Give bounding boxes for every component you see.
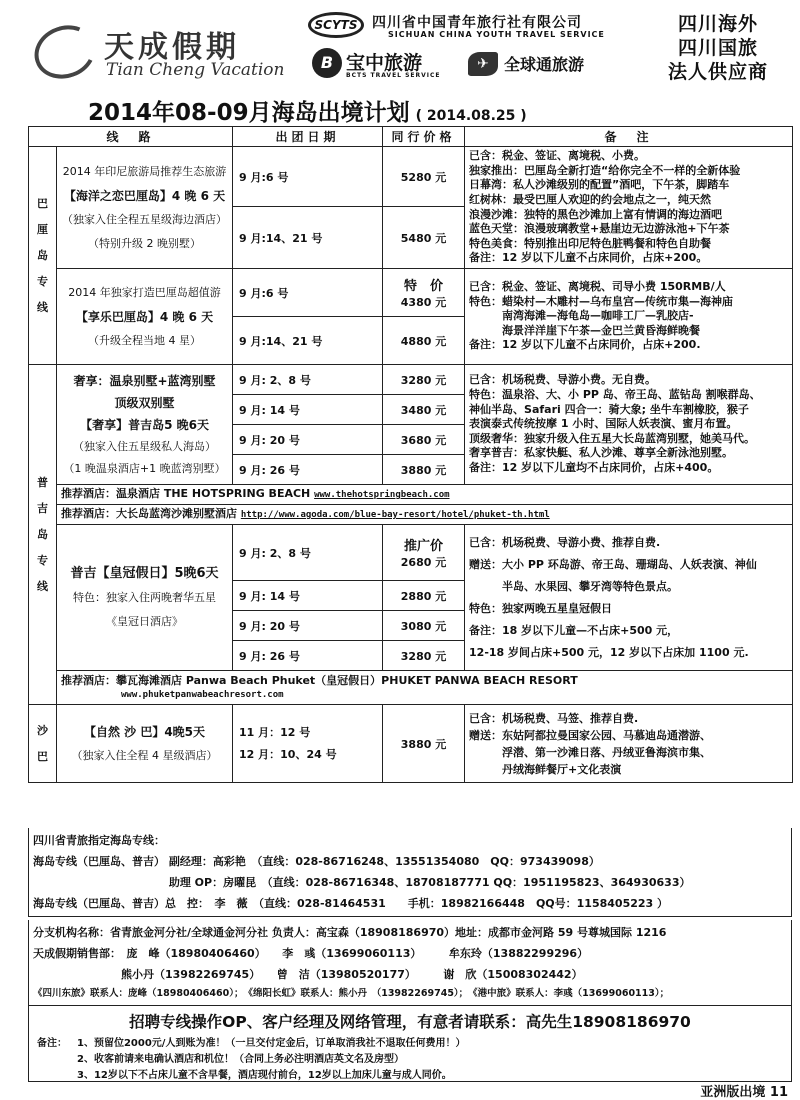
note-line: 赠送：东姑阿都拉曼国家公园、马慕迪岛通潜游、 [469,728,712,742]
route-line: 《皇冠日酒店》 [106,614,183,628]
price: 3280 元 [383,365,465,395]
notes-sabah [465,705,793,783]
departure-date: 9 月: 20 号 [233,611,383,641]
island-contacts [28,828,792,917]
bczl-name-en: BCTS TRAVEL SERVICE [346,72,441,79]
region-char: 沙 [37,723,48,737]
departure-date: 9 月:14、21 号 [233,207,383,269]
note-line: 已含：税金、签证、离境税、司导小费 150RMB/人 [469,280,726,294]
plane-icon: ✈ [468,52,498,76]
price [383,525,465,581]
price-value: 2680 元 [400,556,447,569]
note-line: 12-18 岁间占床+500 元，12 岁以下占床加 1100 元. [469,645,749,659]
contact-row: 海岛专线（巴厘岛、普吉）总 控： 李 薇 （直线：028-81464531 手机：18982166448 QQ号：1158405223 ） [33,897,669,910]
supplier-line: 法人供应商 [667,61,768,83]
recommended-hotel [57,485,793,505]
route-name: 【海洋之恋巴厘岛】4 晚 6 天 [63,188,226,203]
bczl-logo [312,48,462,84]
scyts-name-cn: 四川省中国青年旅行社有限公司 [372,15,582,31]
region-char: 专 [37,553,48,567]
plan-table [28,126,793,783]
remark-item: 3、12岁以下不占床儿童不含早餐，酒店现付前台，12岁以上加床儿童与成人同价。 [77,1070,452,1081]
note-line: 备注：18 岁以下儿童—不占床+500 元， [469,623,679,637]
route-line: （独家入住五星级私人海岛） [73,439,216,453]
region-bali [29,147,57,365]
departure-date: 9 月:14、21 号 [233,317,383,365]
scyts-badge-icon: SCYTS [308,12,364,38]
page-title [88,94,648,127]
date-line: 11 月：12 号 [239,725,311,739]
price: 3880 元 [383,705,465,783]
note-line: 特色美食：特别推出印尼特色脏鸭餐和特色自助餐 [469,236,712,250]
route-name: 【享乐巴厘岛】4 晚 6 天 [75,309,214,324]
table-row [29,269,793,317]
note-line: 特色：温泉浴、大、小 PP 岛、帝王岛、蓝钻岛 割喉群岛、 [469,388,761,402]
region-sabah [29,705,57,783]
remarks-label: 备注： [37,1038,67,1049]
note-line: 浪漫沙滩：独特的黑色沙滩加上富有情调的海边酒吧 [469,207,723,221]
title-date: ( 2014.08.25 ) [415,108,527,124]
departure-date: 9 月: 20 号 [233,425,383,455]
remark-item: 1、预留位2000元/人到账为准！（一旦交付定金后，订单取消我社不退取任何费用！） [77,1038,466,1049]
departure-date: 9 月: 26 号 [233,641,383,671]
route-sabah [57,705,233,783]
route-line: （独家入住全程五星级海边酒店） [62,212,227,226]
recruit-banner: 招聘专线操作OP、客户经理及网络管理，有意者请联系：高先生18908186970 [28,1006,792,1034]
price: 5480 元 [383,207,465,269]
col-header-price: 同行价格 [383,127,465,147]
region-char: 专 [37,274,48,288]
departure-date: 9 月:6 号 [233,147,383,207]
notes-phuket-luxury [465,365,793,485]
supplier-label [644,12,792,84]
route-phuket-luxury [57,365,233,485]
sales-row: 天成假期销售部： 庞 峰（18980406460） 李 彧（13699060113） 牟东玲（13882299296） [33,947,589,960]
note-line: 备注：12 岁以下儿童不占床同价，占床+200。 [469,251,708,265]
departure-date: 9 月: 2、8 号 [233,365,383,395]
route-line: 顶级双别墅 [114,395,175,410]
region-char: 厘 [37,222,48,236]
price: 3280 元 [383,641,465,671]
route-line: 2014 年印尼旅游局推荐生态旅游 [62,164,227,178]
table-row [29,365,793,395]
brand-en: Tian Cheng Vacation [106,60,285,80]
partner-contacts: 《四川东旅》联系人：庞峰（18980406460）； 《绵阳长虹》联系人：熊小丹 （13982269745）； 《港中旅》联系人：李彧（13699060113）； [33,988,670,999]
contact-row: 助理 OP：房曜昆 （直线：028-86716348、18708187771 QQ：1951195823、364930633） [33,876,691,889]
route-bali-ocean [57,147,233,269]
tiancheng-emblem-icon [27,17,103,87]
note-line: 浮潜、第一沙滩日落、丹绒亚鲁海滨市集、 [469,745,712,759]
note-line: 已含：机场税费、导游小费、推荐自费. [469,535,661,549]
region-phuket [29,365,57,705]
region-char: 吉 [37,501,48,515]
route-line: 奢享：温泉别墅+蓝湾别墅 [73,373,216,388]
table-row [29,525,793,581]
region-char: 线 [37,300,48,314]
route-phuket-crowne [57,525,233,671]
route-name: 【奢享】普吉岛5 晚6天 [80,417,209,432]
note-line: 已含：机场税费、导游小费。无自费。 [469,373,657,387]
price: 4880 元 [383,317,465,365]
note-line: 顶级奢华：独家升级入住五星大长岛蓝湾别墅，她美马代。 [469,431,756,445]
scyts-name-en: SICHUAN CHINA YOUTH TRAVEL SERVICE [388,30,605,39]
bczl-name-cn: 宝中旅游 [346,52,423,74]
recommended-hotel [57,505,793,525]
note-line: 独家推出：巴厘岛全新打造“给你完全不一样的全新体验 [469,163,741,177]
contacts-heading: 四川省青旅指定海岛专线： [33,834,165,847]
notes-bali-enjoy [465,269,793,365]
price: 2880 元 [383,581,465,611]
note-line: 丹绒海鲜餐厅+文化表演 [469,762,622,776]
route-name: 【自然 沙 巴】4晚5天 [83,724,206,739]
header [28,8,792,90]
notes-bali-ocean [465,147,793,269]
hotel-label: 推荐酒店：温泉酒店 THE HOTSPRING BEACH [61,487,315,500]
promo-price-label: 推广价 [404,539,444,554]
contact-row: 海岛专线（巴厘岛、普吉） 副经理：高彩艳 （直线：028-86716248、13551354080 QQ：973439098） [33,855,600,868]
sales-row: 熊小丹（13982269745） 曾 洁（13980520177） 谢 欣（15008302442） [33,968,583,981]
page-footer: 亚洲版出境 11 [700,1085,788,1100]
region-char: 普 [37,475,48,489]
branch-row: 分支机构名称：省青旅金河分社/全球通金河分社 负责人：高宝森（18908186970）地址：成都市金河路 59 号尊城国际 1216 [33,926,667,939]
note-line: 特色：蜡染村—木雕村—乌布皇宫—传统市集—海神庙 [469,294,734,308]
title-text: 2014年08-09月海岛出境计划 [88,100,410,126]
brand-cn: 天成假期 [104,30,240,65]
note-line: 海景洋洋崖下午茶—金巴兰黄昏海鲜晚餐 [469,323,701,337]
region-char: 巴 [37,749,48,763]
note-line: 备注：12 岁以下儿童不占床同价，占床+200. [469,338,701,352]
route-line: （升级全程当地 4 星） [88,333,201,347]
table-row [29,485,793,505]
note-line: 已含：机场税费、马签、推荐自费. [469,711,639,725]
note-line: 表演泰式传统按摩 1 小时、国际人妖表演、蜜月布置。 [469,417,738,431]
table-header-row [29,127,793,147]
remarks [28,1034,792,1082]
route-line: （特别升级 2 晚别墅） [88,236,201,250]
table-row [29,147,793,207]
departure-date: 9 月:6 号 [233,269,383,317]
bczl-icon: B [312,48,342,78]
route-line: 2014 年独家打造巴厘岛超值游 [68,285,221,299]
qqt-logo [468,48,628,84]
departure-date: 9 月: 14 号 [233,581,383,611]
price [383,269,465,317]
hotel-link[interactable]: www.thehotspringbeach.com [314,490,450,500]
region-char: 巴 [37,196,48,210]
branch-info [28,920,792,1006]
tiancheng-logo [34,22,304,84]
note-line: 南湾海滩—海龟岛—咖啡工厂—乳胶店- [469,309,694,323]
region-char: 岛 [37,527,48,541]
remark-item: 2、收客前请来电确认酒店和机位！（合同上务必注明酒店英文名及房型） [77,1054,404,1065]
qqt-name-cn: 全球通旅游 [504,55,585,74]
route-bali-enjoy [57,269,233,365]
note-line: 红树林：最受巴厘人欢迎的约会地点之一，纯天然 [469,192,712,206]
departure-date: 9 月: 14 号 [233,395,383,425]
col-header-notes: 备 注 [465,127,793,147]
departure-date: 9 月: 2、8 号 [233,525,383,581]
note-line: 已含：税金、签证、离境税、小费。 [469,149,646,163]
departure-date: 9 月: 26 号 [233,455,383,485]
price: 3480 元 [383,395,465,425]
supplier-line: 四川海外 [677,13,758,35]
route-line: （1 晚温泉酒店+1 晚蓝湾别墅） [63,461,226,475]
note-line: 蓝色天堂：浪漫玻璃教堂+悬崖边无边游泳池+下午茶 [469,222,730,236]
note-line: 日幕湾：私人沙滩级别的配置”酒吧，下午茶，脚踏车 [469,178,730,192]
note-line: 赠送：大小 PP 环岛游、帝王岛、珊瑚岛、人妖表演、神仙 [469,557,757,571]
note-line: 奢享普吉：私家快艇、私人沙滩、尊享全新泳池别墅。 [469,446,734,460]
table-row [29,671,793,705]
region-char: 线 [37,579,48,593]
table-row [29,505,793,525]
col-header-route: 线 路 [29,127,233,147]
date-line: 12 月：10、24 号 [239,747,337,761]
price-value: 4380 元 [400,296,447,309]
note-line: 备注：12 岁以下儿童均不占床同价，占床+400。 [469,460,719,474]
route-line: 特色：独家入住两晚奢华五星 [73,590,216,604]
note-line: 神仙半岛、Safari 四合一：骑大象; 坐牛车割橡胶，猴子 [469,402,749,416]
price: 3680 元 [383,425,465,455]
table-row [29,705,793,783]
col-header-date: 出团日期 [233,127,383,147]
note-line: 半岛、水果园、攀牙湾等特色景点。 [469,579,679,593]
departure-date [233,705,383,783]
page [28,8,792,1100]
price: 3080 元 [383,611,465,641]
hotel-label: 推荐酒店：大长岛蓝湾沙滩别墅酒店 [61,507,241,520]
hotel-link[interactable]: www.phuketpanwabeachresort.com [121,689,284,700]
scyts-logo [308,10,638,46]
special-price-label: 特 价 [404,279,444,294]
recommended-hotel [57,671,793,705]
hotel-link[interactable]: http://www.agoda.com/blue-bay-resort/hotel/phuket-th.html [240,510,550,520]
price: 3880 元 [383,455,465,485]
route-line: （独家入住全程 4 星级酒店） [71,748,218,762]
route-name: 普吉【皇冠假日】5晚6天 [70,565,219,581]
region-char: 岛 [37,248,48,262]
supplier-line: 四川国旅 [677,37,758,59]
note-line: 特色：独家两晚五星皇冠假日 [469,601,613,615]
price: 5280 元 [383,147,465,207]
notes-phuket-crowne [465,525,793,671]
hotel-label: 推荐酒店：攀瓦海滩酒店 Panwa Beach Phuket（皇冠假日）PHUKET PANWA BEACH RESORT [61,673,578,687]
